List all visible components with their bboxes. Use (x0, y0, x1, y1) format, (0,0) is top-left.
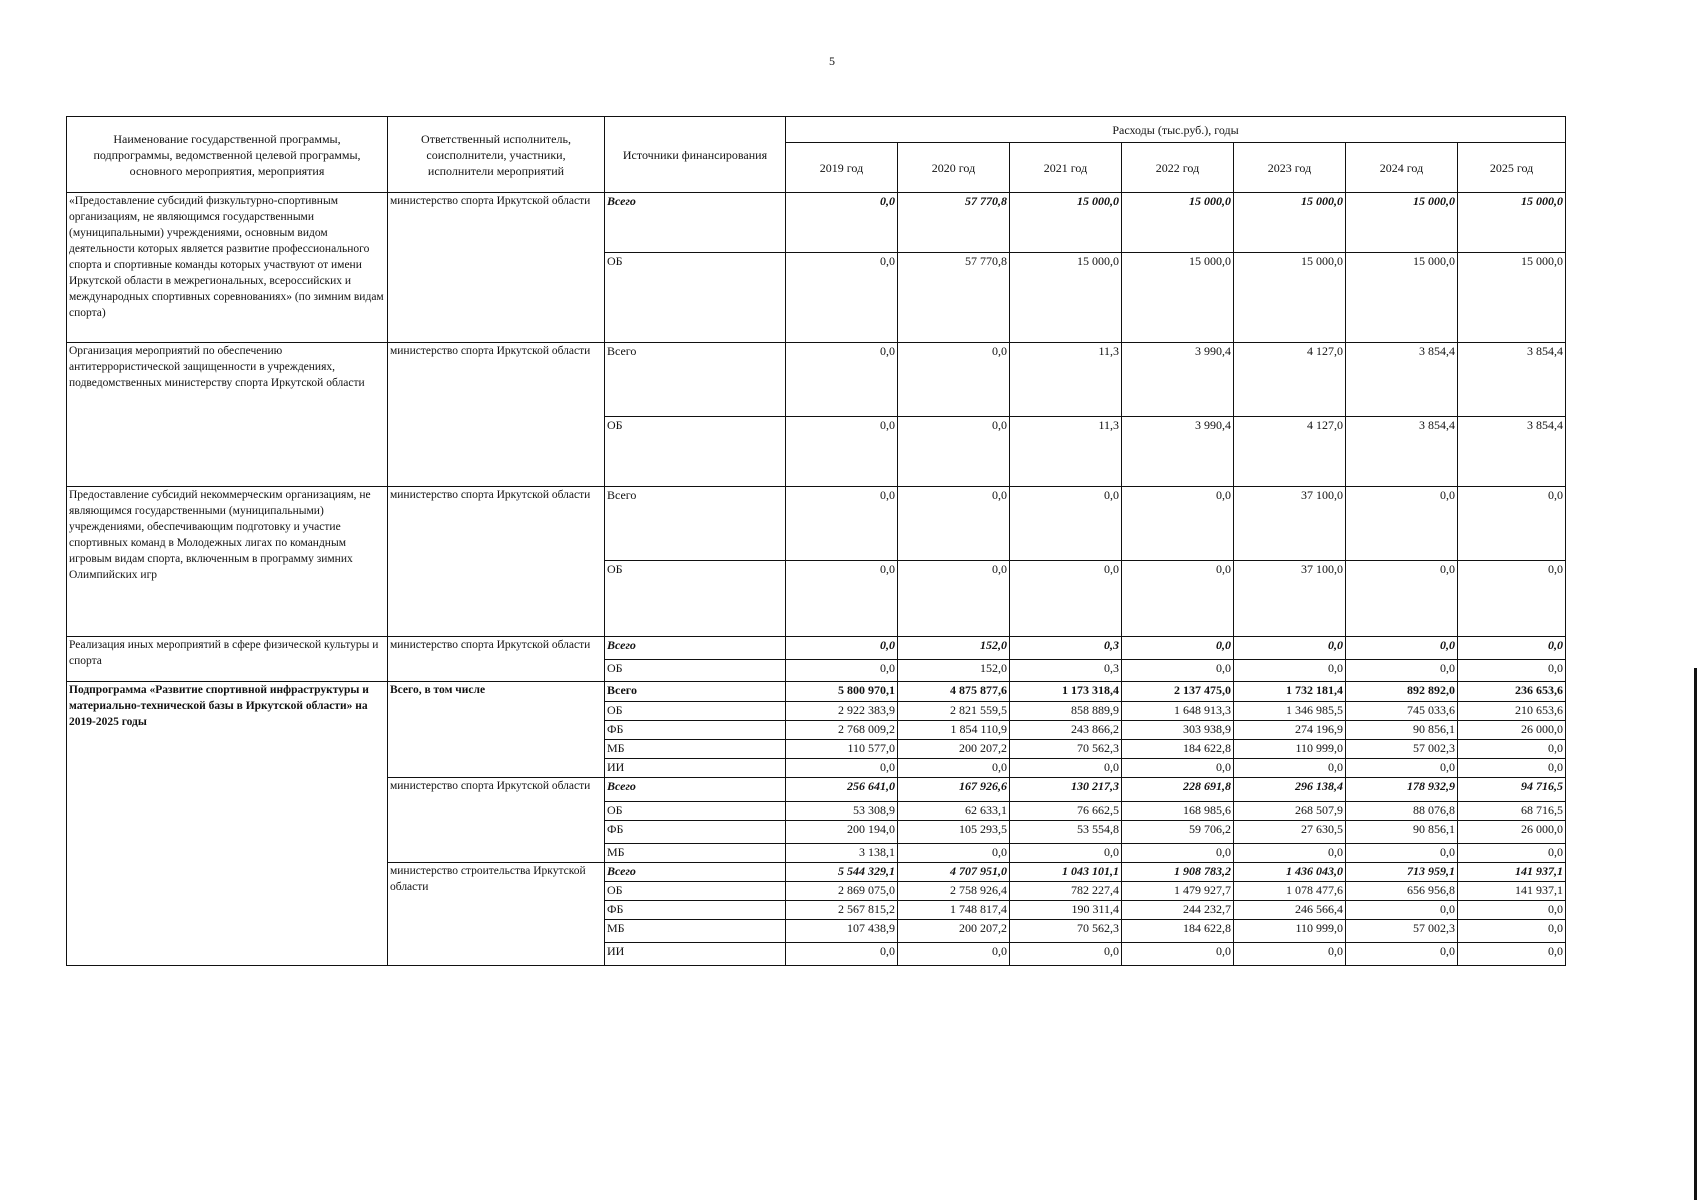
value-cell: 892 892,0 (1346, 682, 1458, 702)
value-cell: 0,0 (898, 943, 1010, 966)
table-row (67, 682, 1566, 702)
value-cell: 68 716,5 (1458, 802, 1566, 821)
value-cell: 94 716,5 (1458, 778, 1566, 802)
value-cell: 782 227,4 (1010, 882, 1122, 901)
value-cell: 1 648 913,3 (1122, 702, 1234, 721)
value-cell: 0,0 (1458, 487, 1566, 561)
value-cell: 0,0 (1234, 660, 1346, 682)
funding-source: ИИ (605, 759, 786, 778)
funding-source: ОБ (605, 417, 786, 487)
funding-source: ФБ (605, 721, 786, 740)
value-cell: 0,0 (898, 487, 1010, 561)
value-cell: 0,0 (786, 343, 898, 417)
value-cell: 70 562,3 (1010, 920, 1122, 943)
table-body (67, 193, 1566, 966)
value-cell: 0,0 (1234, 943, 1346, 966)
value-cell: 105 293,5 (898, 821, 1010, 844)
funding-source: ОБ (605, 561, 786, 637)
value-cell: 0,0 (786, 193, 898, 253)
value-cell: 62 633,1 (898, 802, 1010, 821)
funding-source: МБ (605, 844, 786, 863)
measure-name: «Предоставление субсидий физкультурно-спортивным организациям, не являющимся государственными (муниципальными) учреждениями, основным видом деятельности которых является развитие профессионального спорта и спортивные команды которых участвуют от имени Иркутской области в межрегиональных, всероссийских и международных спортивных соревнованиях» (по зимним видам спорта) (67, 193, 388, 343)
executor-cell: министерство спорта Иркутской области (388, 193, 605, 343)
value-cell: 0,3 (1010, 660, 1122, 682)
value-cell: 0,0 (1458, 759, 1566, 778)
value-cell: 2 869 075,0 (786, 882, 898, 901)
value-cell: 184 622,8 (1122, 740, 1234, 759)
value-cell: 4 707 951,0 (898, 863, 1010, 882)
value-cell: 53 554,8 (1010, 821, 1122, 844)
value-cell: 1 908 783,2 (1122, 863, 1234, 882)
value-cell: 90 856,1 (1346, 821, 1458, 844)
table-row (67, 487, 1566, 561)
value-cell: 110 577,0 (786, 740, 898, 759)
header-executor: Ответственный исполнитель, соисполнители, участники, исполнители мероприятий (388, 117, 605, 193)
value-cell: 274 196,9 (1234, 721, 1346, 740)
value-cell: 1 436 043,0 (1234, 863, 1346, 882)
value-cell: 0,0 (1010, 759, 1122, 778)
funding-source: ФБ (605, 821, 786, 844)
funding-source: ФБ (605, 901, 786, 920)
value-cell: 2 567 815,2 (786, 901, 898, 920)
funding-source: Всего (605, 193, 786, 253)
value-cell: 110 999,0 (1234, 740, 1346, 759)
value-cell: 57 770,8 (898, 193, 1010, 253)
value-cell: 37 100,0 (1234, 561, 1346, 637)
header-year: 2022 год (1122, 143, 1234, 193)
value-cell: 130 217,3 (1010, 778, 1122, 802)
value-cell: 0,0 (1010, 487, 1122, 561)
funding-source: Всего (605, 637, 786, 660)
value-cell: 303 938,9 (1122, 721, 1234, 740)
executor-cell: министерство спорта Иркутской области (388, 778, 605, 863)
funding-source: ИИ (605, 943, 786, 966)
value-cell: 200 207,2 (898, 740, 1010, 759)
funding-source: ОБ (605, 882, 786, 901)
value-cell: 268 507,9 (1234, 802, 1346, 821)
value-cell: 236 653,6 (1458, 682, 1566, 702)
value-cell: 88 076,8 (1346, 802, 1458, 821)
funding-source: Всего (605, 778, 786, 802)
value-cell: 0,0 (898, 759, 1010, 778)
value-cell: 15 000,0 (1010, 193, 1122, 253)
measure-name: Предоставление субсидий некоммерческим организациям, не являющимся государственными (муниципальными) учреждениями, обеспечивающим подготовку и участие спортивных команд в Молодежных лигах по командным игровым видам спорта, включенным в программу зимних Олимпийских игр (67, 487, 388, 637)
value-cell: 0,0 (786, 943, 898, 966)
value-cell: 0,0 (786, 759, 898, 778)
value-cell: 656 956,8 (1346, 882, 1458, 901)
value-cell: 4 127,0 (1234, 343, 1346, 417)
value-cell: 141 937,1 (1458, 863, 1566, 882)
value-cell: 200 194,0 (786, 821, 898, 844)
value-cell: 15 000,0 (1458, 193, 1566, 253)
value-cell: 57 002,3 (1346, 740, 1458, 759)
value-cell: 167 926,6 (898, 778, 1010, 802)
header-year: 2024 год (1346, 143, 1458, 193)
value-cell: 3 854,4 (1346, 417, 1458, 487)
value-cell: 15 000,0 (1346, 193, 1458, 253)
value-cell: 15 000,0 (1122, 193, 1234, 253)
value-cell: 858 889,9 (1010, 702, 1122, 721)
value-cell: 168 985,6 (1122, 802, 1234, 821)
value-cell: 745 033,6 (1346, 702, 1458, 721)
value-cell: 0,3 (1010, 637, 1122, 660)
value-cell: 0,0 (1458, 943, 1566, 966)
value-cell: 3 138,1 (786, 844, 898, 863)
value-cell: 5 800 970,1 (786, 682, 898, 702)
header-year: 2023 год (1234, 143, 1346, 193)
value-cell: 178 932,9 (1346, 778, 1458, 802)
value-cell: 76 662,5 (1010, 802, 1122, 821)
table-row (67, 193, 1566, 253)
value-cell: 0,0 (898, 561, 1010, 637)
header-expenses: Расходы (тыс.руб.), годы (786, 117, 1566, 143)
value-cell: 0,0 (1458, 637, 1566, 660)
value-cell: 0,0 (786, 417, 898, 487)
value-cell: 0,0 (898, 343, 1010, 417)
value-cell: 37 100,0 (1234, 487, 1346, 561)
value-cell: 1 346 985,5 (1234, 702, 1346, 721)
value-cell: 0,0 (1122, 637, 1234, 660)
measure-name: Реализация иных мероприятий в сфере физической культуры и спорта (67, 637, 388, 682)
value-cell: 0,0 (1234, 844, 1346, 863)
value-cell: 3 854,4 (1458, 417, 1566, 487)
value-cell: 243 866,2 (1010, 721, 1122, 740)
value-cell: 26 000,0 (1458, 821, 1566, 844)
value-cell: 244 232,7 (1122, 901, 1234, 920)
value-cell: 1 479 927,7 (1122, 882, 1234, 901)
value-cell: 210 653,6 (1458, 702, 1566, 721)
value-cell: 200 207,2 (898, 920, 1010, 943)
value-cell: 15 000,0 (1122, 253, 1234, 343)
value-cell: 1 748 817,4 (898, 901, 1010, 920)
value-cell: 0,0 (1346, 759, 1458, 778)
header-year: 2020 год (898, 143, 1010, 193)
executor-cell: министерство спорта Иркутской области (388, 637, 605, 682)
value-cell: 3 854,4 (1346, 343, 1458, 417)
value-cell: 0,0 (1346, 844, 1458, 863)
value-cell: 0,0 (1458, 901, 1566, 920)
value-cell: 59 706,2 (1122, 821, 1234, 844)
value-cell: 1 078 477,6 (1234, 882, 1346, 901)
value-cell: 0,0 (1122, 561, 1234, 637)
value-cell: 53 308,9 (786, 802, 898, 821)
value-cell: 152,0 (898, 660, 1010, 682)
value-cell: 26 000,0 (1458, 721, 1566, 740)
value-cell: 296 138,4 (1234, 778, 1346, 802)
value-cell: 0,0 (1346, 943, 1458, 966)
value-cell: 0,0 (1122, 943, 1234, 966)
value-cell: 1 854 110,9 (898, 721, 1010, 740)
value-cell: 0,0 (1458, 920, 1566, 943)
value-cell: 0,0 (1122, 844, 1234, 863)
value-cell: 0,0 (1458, 740, 1566, 759)
value-cell: 15 000,0 (1010, 253, 1122, 343)
value-cell: 0,0 (1122, 487, 1234, 561)
value-cell: 0,0 (1122, 660, 1234, 682)
value-cell: 15 000,0 (1234, 193, 1346, 253)
funding-source: Всего (605, 343, 786, 417)
value-cell: 2 768 009,2 (786, 721, 898, 740)
value-cell: 713 959,1 (1346, 863, 1458, 882)
value-cell: 0,0 (898, 417, 1010, 487)
header-name: Наименование государственной программы, подпрограммы, ведомственной целевой программы, основного мероприятия, мероприятия (67, 117, 388, 193)
value-cell: 3 990,4 (1122, 417, 1234, 487)
header-year: 2025 год (1458, 143, 1566, 193)
value-cell: 0,0 (1010, 844, 1122, 863)
measure-name: Организация мероприятий по обеспечению антитеррористической защищенности в учреждениях, подведомственных министерству спорта Иркутской области (67, 343, 388, 487)
value-cell: 15 000,0 (1458, 253, 1566, 343)
value-cell: 152,0 (898, 637, 1010, 660)
table-row (67, 343, 1566, 417)
value-cell: 0,0 (786, 253, 898, 343)
value-cell: 0,0 (786, 487, 898, 561)
value-cell: 0,0 (1234, 637, 1346, 660)
value-cell: 1 043 101,1 (1010, 863, 1122, 882)
funding-source: МБ (605, 920, 786, 943)
value-cell: 110 999,0 (1234, 920, 1346, 943)
value-cell: 1 732 181,4 (1234, 682, 1346, 702)
funding-source: ОБ (605, 253, 786, 343)
value-cell: 3 854,4 (1458, 343, 1566, 417)
value-cell: 0,0 (1010, 561, 1122, 637)
value-cell: 0,0 (786, 561, 898, 637)
value-cell: 11,3 (1010, 417, 1122, 487)
subprogram-name: Подпрограмма «Развитие спортивной инфраструктуры и материально-технической базы в Иркутской области» на 2019-2025 годы (67, 682, 388, 966)
value-cell: 0,0 (1346, 487, 1458, 561)
value-cell: 15 000,0 (1234, 253, 1346, 343)
executor-cell: министерство спорта Иркутской области (388, 343, 605, 487)
value-cell: 4 875 877,6 (898, 682, 1010, 702)
header-year: 2019 год (786, 143, 898, 193)
funding-source: ОБ (605, 802, 786, 821)
value-cell: 15 000,0 (1346, 253, 1458, 343)
funding-source: ОБ (605, 660, 786, 682)
table-header (67, 117, 1566, 193)
value-cell: 228 691,8 (1122, 778, 1234, 802)
value-cell: 0,0 (1346, 561, 1458, 637)
value-cell: 0,0 (898, 844, 1010, 863)
value-cell: 70 562,3 (1010, 740, 1122, 759)
value-cell: 1 173 318,4 (1010, 682, 1122, 702)
value-cell: 27 630,5 (1234, 821, 1346, 844)
value-cell: 0,0 (1122, 759, 1234, 778)
value-cell: 141 937,1 (1458, 882, 1566, 901)
value-cell: 0,0 (1346, 660, 1458, 682)
value-cell: 2 758 926,4 (898, 882, 1010, 901)
executor-cell: Всего, в том числе (388, 682, 605, 778)
value-cell: 0,0 (1346, 637, 1458, 660)
value-cell: 0,0 (786, 637, 898, 660)
funding-source: Всего (605, 487, 786, 561)
value-cell: 190 311,4 (1010, 901, 1122, 920)
executor-cell: министерство спорта Иркутской области (388, 487, 605, 637)
value-cell: 184 622,8 (1122, 920, 1234, 943)
value-cell: 107 438,9 (786, 920, 898, 943)
value-cell: 4 127,0 (1234, 417, 1346, 487)
budget-table (66, 116, 1566, 966)
header-source: Источники финансирования (605, 117, 786, 193)
value-cell: 57 002,3 (1346, 920, 1458, 943)
header-year: 2021 год (1010, 143, 1122, 193)
value-cell: 2 922 383,9 (786, 702, 898, 721)
funding-source: Всего (605, 863, 786, 882)
value-cell: 0,0 (1346, 901, 1458, 920)
value-cell: 90 856,1 (1346, 721, 1458, 740)
value-cell: 0,0 (1458, 561, 1566, 637)
page-number: 5 (829, 54, 835, 68)
value-cell: 256 641,0 (786, 778, 898, 802)
table-row (67, 637, 1566, 660)
executor-cell: министерство строительства Иркутской области (388, 863, 605, 966)
value-cell: 3 990,4 (1122, 343, 1234, 417)
value-cell: 0,0 (1234, 759, 1346, 778)
value-cell: 2 137 475,0 (1122, 682, 1234, 702)
value-cell: 246 566,4 (1234, 901, 1346, 920)
funding-source: Всего (605, 682, 786, 702)
value-cell: 0,0 (1010, 943, 1122, 966)
value-cell: 0,0 (1458, 660, 1566, 682)
value-cell: 5 544 329,1 (786, 863, 898, 882)
value-cell: 11,3 (1010, 343, 1122, 417)
value-cell: 0,0 (1458, 844, 1566, 863)
funding-source: ОБ (605, 702, 786, 721)
funding-source: МБ (605, 740, 786, 759)
value-cell: 0,0 (786, 660, 898, 682)
value-cell: 2 821 559,5 (898, 702, 1010, 721)
value-cell: 57 770,8 (898, 253, 1010, 343)
